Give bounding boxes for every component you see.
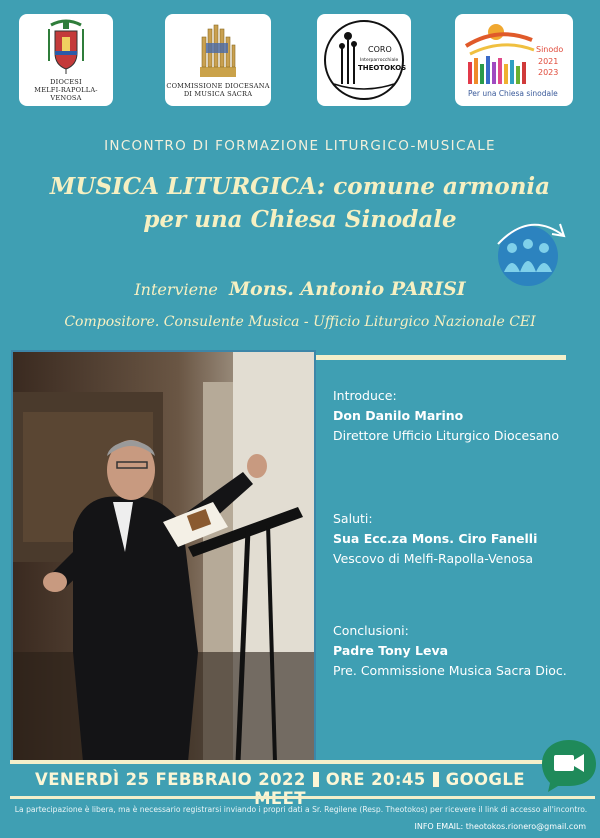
schedule-time: ORE 20:45 xyxy=(325,770,426,789)
program-saluti xyxy=(333,509,537,569)
program-introduce xyxy=(333,386,559,446)
choir-logo-icon xyxy=(322,18,406,102)
coro-sub: Interparrocchiale xyxy=(360,58,399,63)
program-role: Pre. Commissione Musica Sacra Dioc. xyxy=(333,663,567,678)
sinodo-year1: 2021 xyxy=(538,57,559,66)
diocesi-label: DIOCESI xyxy=(50,77,82,86)
program-conclusioni xyxy=(333,621,567,681)
coat-of-arms-icon xyxy=(43,19,89,75)
coro-name: THEOTOKOS xyxy=(358,64,406,72)
sinodo-year2: 2023 xyxy=(538,68,559,77)
program-heading: Introduce: xyxy=(333,388,397,403)
program-name: Padre Tony Leva xyxy=(333,643,449,658)
program-name: Sua Ecc.za Mons. Ciro Fanelli xyxy=(333,531,538,546)
logo-sinodo xyxy=(455,14,573,106)
logo-diocesi xyxy=(19,14,113,106)
coro-label: CORO xyxy=(368,45,392,54)
event-subtitle: INCONTRO DI FORMAZIONE LITURGICO-MUSICALE xyxy=(104,138,496,154)
synod-logo-icon xyxy=(458,16,570,104)
program-role: Vescovo di Melfi-Rapolla-Venosa xyxy=(333,551,534,566)
commissione-label: COMMISSIONE DIOCESANA xyxy=(166,81,270,90)
speaker-photo xyxy=(11,350,316,764)
registration-note: La partecipazione è libera, ma è necessario registrarsi inviando i propri dati a Sr. Regilene (Resp. Theotokos) per ricevere il link di accesso all'incontro. xyxy=(14,805,588,814)
google-meet-icon[interactable] xyxy=(540,738,598,792)
top-divider xyxy=(316,355,566,360)
diocesi-name: MELFI-RAPOLLA-VENOSA xyxy=(34,85,98,102)
speaker-prefix: Interviene xyxy=(134,280,218,299)
sinodo-label: Sinodo xyxy=(536,45,564,54)
logo-coro xyxy=(317,14,411,106)
program-heading: Saluti: xyxy=(333,511,373,526)
separator xyxy=(313,772,319,787)
commissione-sub: DI MUSICA SACRA xyxy=(183,89,253,98)
organ-pipes-icon xyxy=(198,23,238,79)
sinodo-motto: Per una Chiesa sinodale xyxy=(468,89,558,98)
bottom-divider xyxy=(10,760,570,764)
program-name: Don Danilo Marino xyxy=(333,408,464,423)
footer-divider xyxy=(10,796,595,799)
speaker-roles: Compositore. Consulente Musica - Ufficio Liturgico Nazionale CEI xyxy=(64,314,536,330)
schedule-date: VENERDÌ 25 FEBBRAIO 2022 xyxy=(35,770,306,789)
speaker-name: Mons. Antonio PARISI xyxy=(228,278,466,300)
event-title-line1: MUSICA LITURGICA: comune armonia xyxy=(49,173,551,200)
schedule-platform: GOOGLE xyxy=(445,770,525,789)
program-heading: Conclusioni: xyxy=(333,623,409,638)
logo-commissione xyxy=(165,14,271,106)
schedule-bar xyxy=(20,770,540,808)
separator xyxy=(433,772,439,787)
program-role: Direttore Ufficio Liturgico Diocesano xyxy=(333,428,559,443)
event-title-line2: per una Chiesa Sinodale xyxy=(143,206,457,233)
info-email[interactable]: INFO EMAIL: theotokos.rionero@gmail.com xyxy=(414,822,586,831)
speaker-line xyxy=(0,278,600,300)
